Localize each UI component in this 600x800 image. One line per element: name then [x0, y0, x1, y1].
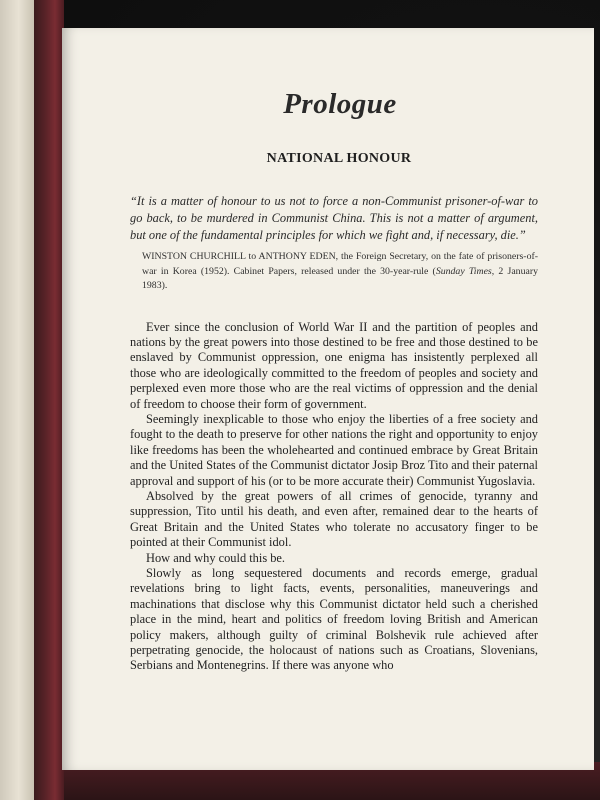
body-paragraph-1: Ever since the conclusion of World War II and the partition of peoples and nations by the great powers into those destined to be free and those destined to be enslaved by Communist oppression, one enigma has insistently perplexed all those who are ideologically committed to the freedom of peoples and society and perplexed even more those who are the real victims of oppression and the denial of freedom to choose their form of government. [130, 319, 538, 411]
epigraph-quote: “It is a matter of honour to us not to force a non-Communist prisoner-of-war to go back, to be murdered in Communist China. This is not a matter of argument, but one of the fundamental principles for which we fight and, if necessary, die.” [130, 194, 538, 242]
epigraph-attribution [142, 250, 538, 294]
left-page-edge [0, 0, 34, 800]
attribution-date: , 2 January 1983). [142, 265, 538, 291]
body-paragraph-3: Absolved by the great powers of all crimes of genocide, tyranny and suppression, Tito until his death, and even after, remained dear to the hearts of Great Britain and the United States who tolerate no accusatory finger to be pointed at their Communist idol. [130, 488, 538, 550]
page-title: Prologue [283, 88, 397, 120]
body-paragraph-4: How and why could this be. [146, 550, 286, 565]
attribution-text: WINSTON CHURCHILL to ANTHONY EDEN, the Foreign Secretary, on the fate of prisoners-of-war in Korea (1952). Cabinet Papers, released under the 30-year-rule ( [142, 251, 538, 277]
book-page [62, 28, 594, 770]
body-paragraph-5: Slowly as long sequestered documents and records emerge, gradual revelations bring to light facts, events, personalities, maneuverings and machinations that disclose why this Communist dictator held such a cherished place in the mind, heart and politics of freedom loving British and American policy makers, although guilty of criminal Bolshevik rule achieved after perpetrating genocide, the holocaust of nations such as Croatians, Slovenians, Serbians and Montenegrins. If there was anyone who [130, 566, 538, 673]
page-content [130, 88, 538, 674]
book-binding [34, 0, 64, 800]
attribution-publication: Sunday Times [435, 265, 492, 277]
section-heading: NATIONAL HONOUR [266, 151, 412, 166]
body-paragraph-2: Seemingly inexplicable to those who enjoy the liberties of a free society and fought to the death to preserve for other nations the right and opportunity to enjoy like freedoms has been the wholehearted and continued embrace by Great Britain and the United States of the Communist dictator Josip Broz Tito and their paternal approval and support of his (or to be more accurate their) Communist Yugoslavia. [130, 411, 538, 488]
